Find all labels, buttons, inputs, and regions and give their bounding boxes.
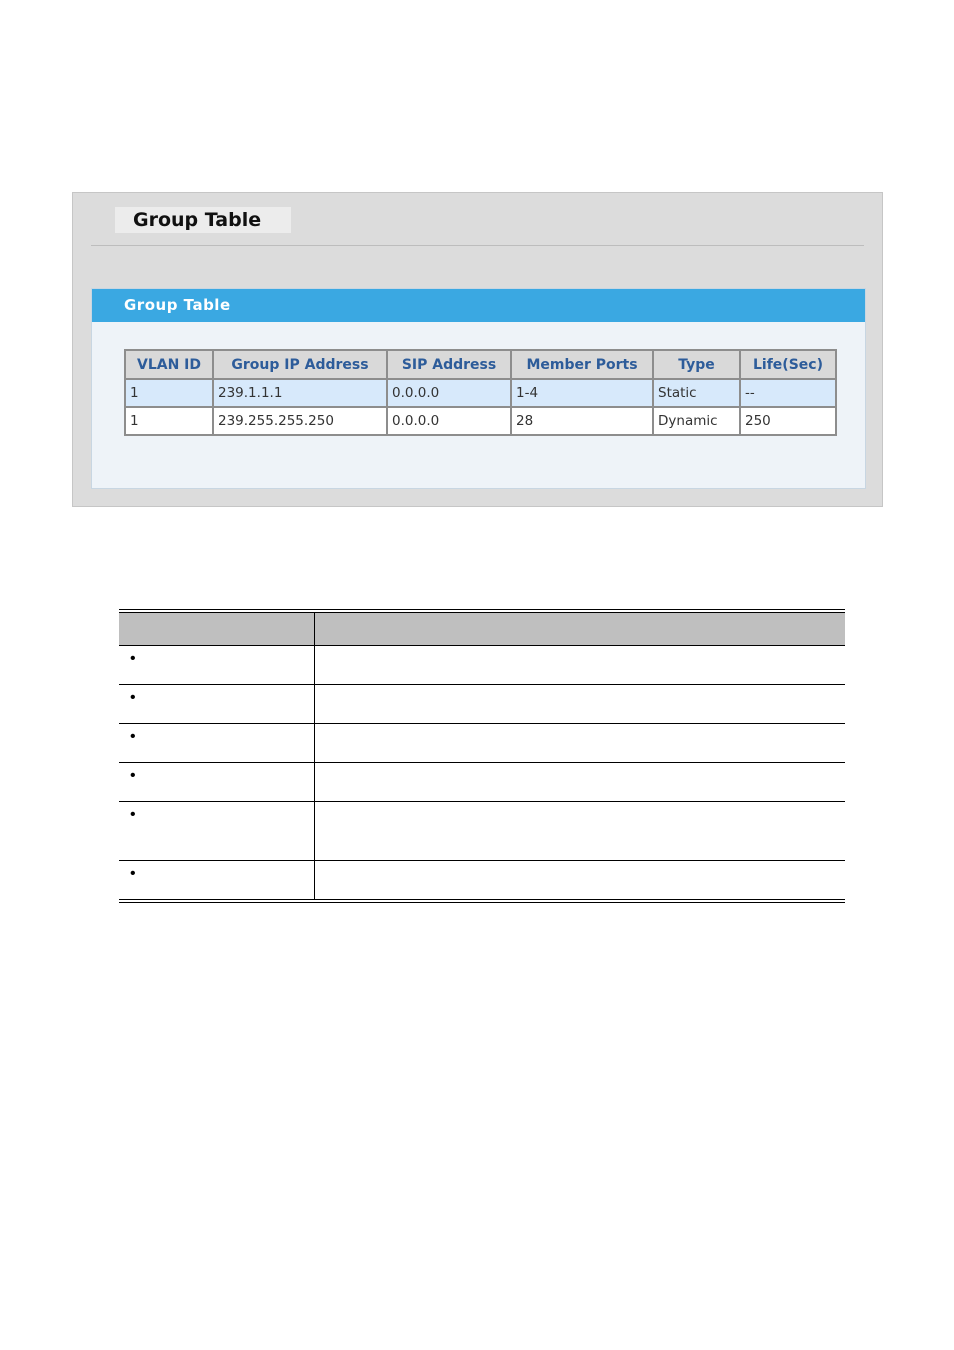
bullet-icon: • bbox=[130, 767, 136, 784]
col-group-ip: Group IP Address bbox=[213, 350, 387, 379]
bullet-icon: • bbox=[130, 728, 136, 745]
description-table bbox=[119, 613, 845, 899]
table-row bbox=[119, 763, 845, 802]
cell-sip-address: 0.0.0.0 bbox=[387, 379, 511, 407]
title-divider bbox=[91, 245, 864, 246]
desc-header-description bbox=[315, 613, 846, 646]
bullet-icon: • bbox=[130, 689, 136, 706]
table-row bbox=[125, 379, 836, 407]
bullet-icon: • bbox=[130, 865, 136, 882]
cell-sip-address: 0.0.0.0 bbox=[387, 407, 511, 435]
cell-life: -- bbox=[740, 379, 836, 407]
table-row bbox=[119, 646, 845, 685]
table-row bbox=[119, 724, 845, 763]
cell-group-ip: 239.255.255.250 bbox=[213, 407, 387, 435]
desc-header-object bbox=[119, 613, 315, 646]
cell-life: 250 bbox=[740, 407, 836, 435]
group-table bbox=[124, 349, 837, 436]
col-sip-address: SIP Address bbox=[387, 350, 511, 379]
bullet-icon: • bbox=[130, 650, 136, 667]
description-table-wrap bbox=[119, 609, 845, 903]
col-life: Life(Sec) bbox=[740, 350, 836, 379]
group-table-panel bbox=[72, 192, 883, 507]
table-row bbox=[119, 802, 845, 861]
cell-vlan-id: 1 bbox=[125, 379, 213, 407]
page-title: Group Table bbox=[115, 207, 291, 233]
cell-type: Static bbox=[653, 379, 740, 407]
table-row bbox=[119, 861, 845, 899]
cell-group-ip: 239.1.1.1 bbox=[213, 379, 387, 407]
table-row bbox=[119, 685, 845, 724]
col-member-ports: Member Ports bbox=[511, 350, 653, 379]
cell-member-ports: 1-4 bbox=[511, 379, 653, 407]
cell-type: Dynamic bbox=[653, 407, 740, 435]
col-vlan-id: VLAN ID bbox=[125, 350, 213, 379]
cell-vlan-id: 1 bbox=[125, 407, 213, 435]
group-table-section bbox=[91, 288, 866, 489]
section-header: Group Table bbox=[92, 289, 865, 322]
col-type: Type bbox=[653, 350, 740, 379]
cell-member-ports: 28 bbox=[511, 407, 653, 435]
table-row bbox=[125, 407, 836, 435]
bullet-icon: • bbox=[130, 806, 136, 823]
